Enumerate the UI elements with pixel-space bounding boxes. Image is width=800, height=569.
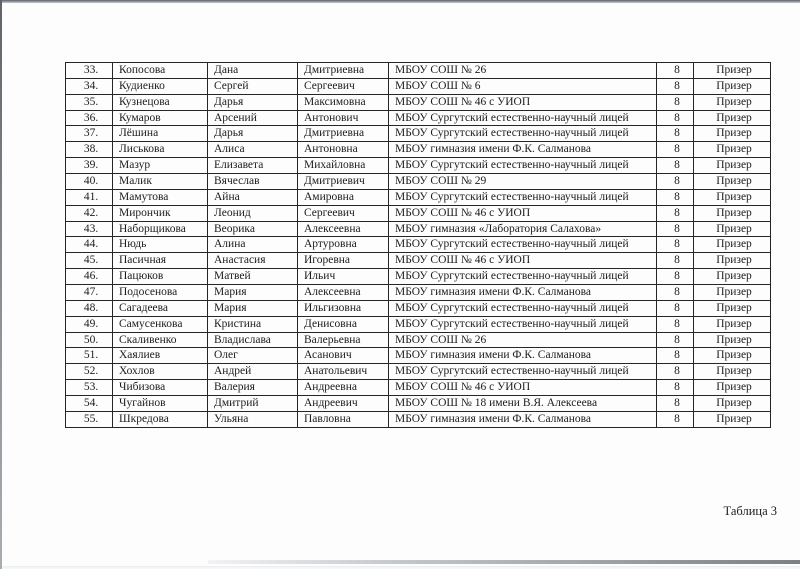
cell-status: Призер	[694, 364, 771, 380]
scan-shadow-bottom	[208, 560, 800, 564]
cell-status: Призер	[694, 332, 771, 348]
cell-school: МБОУ Сургутский естественно-научный лицей	[389, 158, 657, 174]
table-row	[66, 300, 771, 316]
table-row	[66, 380, 771, 396]
cell-status: Призер	[694, 285, 771, 301]
cell-surname: Чибизова	[113, 380, 208, 396]
cell-grade: 8	[657, 221, 694, 237]
cell-row-number: 33.	[66, 63, 113, 79]
cell-grade: 8	[657, 142, 694, 158]
cell-school: МБОУ СОШ № 26	[389, 332, 657, 348]
cell-patronymic: Антоновна	[298, 142, 389, 158]
cell-surname: Самусенкова	[113, 316, 208, 332]
cell-patronymic: Денисовна	[298, 316, 389, 332]
table-row	[66, 316, 771, 332]
cell-patronymic: Андреевна	[298, 380, 389, 396]
cell-school: МБОУ гимназия имени Ф.К. Салманова	[389, 411, 657, 427]
cell-surname: Наборщикова	[113, 221, 208, 237]
cell-school: МБОУ Сургутский естественно-научный лицей	[389, 364, 657, 380]
cell-grade: 8	[657, 269, 694, 285]
cell-surname: Мирончик	[113, 205, 208, 221]
cell-status: Призер	[694, 205, 771, 221]
cell-patronymic: Амировна	[298, 189, 389, 205]
table-row	[66, 237, 771, 253]
cell-row-number: 51.	[66, 348, 113, 364]
table-row	[66, 78, 771, 94]
table-row	[66, 348, 771, 364]
table-row	[66, 158, 771, 174]
cell-status: Призер	[694, 221, 771, 237]
cell-status: Призер	[694, 63, 771, 79]
cell-patronymic: Анатольевич	[298, 364, 389, 380]
cell-row-number: 49.	[66, 316, 113, 332]
cell-row-number: 37.	[66, 126, 113, 142]
cell-grade: 8	[657, 110, 694, 126]
cell-school: МБОУ Сургутский естественно-научный лицей	[389, 189, 657, 205]
cell-school: МБОУ гимназия имени Ф.К. Салманова	[389, 285, 657, 301]
cell-surname: Шкредова	[113, 411, 208, 427]
table-row	[66, 332, 771, 348]
cell-status: Призер	[694, 300, 771, 316]
cell-grade: 8	[657, 205, 694, 221]
cell-school: МБОУ гимназия имени Ф.К. Салманова	[389, 348, 657, 364]
table-row	[66, 189, 771, 205]
cell-row-number: 52.	[66, 364, 113, 380]
cell-school: МБОУ гимназия «Лаборатория Салахова»	[389, 221, 657, 237]
cell-surname: Подосенова	[113, 285, 208, 301]
cell-first-name: Мария	[208, 300, 298, 316]
cell-row-number: 34.	[66, 78, 113, 94]
cell-grade: 8	[657, 63, 694, 79]
cell-grade: 8	[657, 253, 694, 269]
cell-row-number: 50.	[66, 332, 113, 348]
cell-patronymic: Ильгизовна	[298, 300, 389, 316]
cell-row-number: 36.	[66, 110, 113, 126]
cell-status: Призер	[694, 316, 771, 332]
cell-patronymic: Дмитриевна	[298, 63, 389, 79]
cell-grade: 8	[657, 189, 694, 205]
cell-surname: Мазур	[113, 158, 208, 174]
table-row	[66, 94, 771, 110]
cell-patronymic: Ильич	[298, 269, 389, 285]
cell-patronymic: Артуровна	[298, 237, 389, 253]
cell-surname: Кудиенко	[113, 78, 208, 94]
cell-row-number: 45.	[66, 253, 113, 269]
cell-status: Призер	[694, 189, 771, 205]
cell-patronymic: Игоревна	[298, 253, 389, 269]
cell-row-number: 41.	[66, 189, 113, 205]
cell-grade: 8	[657, 364, 694, 380]
cell-row-number: 46.	[66, 269, 113, 285]
cell-row-number: 55.	[66, 411, 113, 427]
cell-status: Призер	[694, 126, 771, 142]
cell-first-name: Вячеслав	[208, 174, 298, 190]
cell-school: МБОУ Сургутский естественно-научный лицей	[389, 316, 657, 332]
table-row	[66, 411, 771, 427]
table-row	[66, 253, 771, 269]
table-row	[66, 174, 771, 190]
cell-surname: Малик	[113, 174, 208, 190]
cell-status: Призер	[694, 142, 771, 158]
scan-edge-left	[0, 0, 2, 569]
cell-row-number: 48.	[66, 300, 113, 316]
cell-school: МБОУ Сургутский естественно-научный лицей	[389, 110, 657, 126]
cell-patronymic: Дмитриевич	[298, 174, 389, 190]
cell-surname: Хохлов	[113, 364, 208, 380]
cell-grade: 8	[657, 78, 694, 94]
table-body	[66, 63, 771, 428]
cell-patronymic: Сергеевич	[298, 205, 389, 221]
cell-first-name: Кристина	[208, 316, 298, 332]
cell-status: Призер	[694, 94, 771, 110]
cell-first-name: Владислава	[208, 332, 298, 348]
cell-first-name: Дарья	[208, 94, 298, 110]
cell-surname: Чугайнов	[113, 396, 208, 412]
cell-status: Призер	[694, 237, 771, 253]
cell-school: МБОУ СОШ № 46 с УИОП	[389, 205, 657, 221]
cell-status: Призер	[694, 174, 771, 190]
cell-first-name: Леонид	[208, 205, 298, 221]
cell-status: Призер	[694, 78, 771, 94]
cell-patronymic: Сергеевич	[298, 78, 389, 94]
cell-grade: 8	[657, 126, 694, 142]
cell-first-name: Валерия	[208, 380, 298, 396]
scan-edge-top	[0, 0, 800, 3]
cell-first-name: Дмитрий	[208, 396, 298, 412]
cell-surname: Пацюков	[113, 269, 208, 285]
cell-school: МБОУ гимназия имени Ф.К. Салманова	[389, 142, 657, 158]
cell-grade: 8	[657, 300, 694, 316]
table-row	[66, 269, 771, 285]
cell-status: Призер	[694, 411, 771, 427]
cell-first-name: Андрей	[208, 364, 298, 380]
cell-surname: Кумаров	[113, 110, 208, 126]
cell-patronymic: Валерьевна	[298, 332, 389, 348]
cell-grade: 8	[657, 158, 694, 174]
cell-row-number: 42.	[66, 205, 113, 221]
cell-first-name: Матвей	[208, 269, 298, 285]
cell-school: МБОУ СОШ № 46 с УИОП	[389, 253, 657, 269]
table-row	[66, 63, 771, 79]
cell-school: МБОУ Сургутский естественно-научный лицей	[389, 300, 657, 316]
cell-status: Призер	[694, 348, 771, 364]
table-row	[66, 126, 771, 142]
cell-school: МБОУ СОШ № 18 имени В.Я. Алексеева	[389, 396, 657, 412]
table-row	[66, 110, 771, 126]
cell-first-name: Арсений	[208, 110, 298, 126]
cell-status: Призер	[694, 380, 771, 396]
cell-first-name: Анастасия	[208, 253, 298, 269]
cell-first-name: Сергей	[208, 78, 298, 94]
cell-grade: 8	[657, 94, 694, 110]
cell-grade: 8	[657, 237, 694, 253]
cell-first-name: Елизавета	[208, 158, 298, 174]
cell-grade: 8	[657, 396, 694, 412]
cell-row-number: 38.	[66, 142, 113, 158]
cell-row-number: 39.	[66, 158, 113, 174]
cell-patronymic: Алексеевна	[298, 221, 389, 237]
cell-patronymic: Павловна	[298, 411, 389, 427]
cell-status: Призер	[694, 158, 771, 174]
cell-school: МБОУ СОШ № 46 с УИОП	[389, 94, 657, 110]
cell-school: МБОУ СОШ № 26	[389, 63, 657, 79]
cell-row-number: 40.	[66, 174, 113, 190]
cell-patronymic: Антонович	[298, 110, 389, 126]
table-caption: Таблица 3	[723, 504, 777, 518]
cell-first-name: Алиса	[208, 142, 298, 158]
cell-status: Призер	[694, 253, 771, 269]
table-row	[66, 364, 771, 380]
cell-school: МБОУ Сургутский естественно-научный лицей	[389, 237, 657, 253]
cell-grade: 8	[657, 380, 694, 396]
cell-patronymic: Михайловна	[298, 158, 389, 174]
cell-first-name: Веорика	[208, 221, 298, 237]
table-row	[66, 221, 771, 237]
cell-grade: 8	[657, 411, 694, 427]
cell-patronymic: Асанович	[298, 348, 389, 364]
table-row	[66, 285, 771, 301]
cell-first-name: Дарья	[208, 126, 298, 142]
cell-row-number: 43.	[66, 221, 113, 237]
cell-status: Призер	[694, 396, 771, 412]
cell-row-number: 47.	[66, 285, 113, 301]
cell-status: Призер	[694, 269, 771, 285]
cell-row-number: 54.	[66, 396, 113, 412]
table-row	[66, 142, 771, 158]
table-row	[66, 205, 771, 221]
cell-surname: Скаливенко	[113, 332, 208, 348]
cell-school: МБОУ СОШ № 29	[389, 174, 657, 190]
cell-surname: Пасичная	[113, 253, 208, 269]
cell-grade: 8	[657, 332, 694, 348]
cell-patronymic: Андреевич	[298, 396, 389, 412]
cell-surname: Копосова	[113, 63, 208, 79]
cell-patronymic: Максимовна	[298, 94, 389, 110]
cell-surname: Лиськова	[113, 142, 208, 158]
cell-row-number: 44.	[66, 237, 113, 253]
olympiad-results-table	[65, 62, 771, 428]
cell-row-number: 53.	[66, 380, 113, 396]
table-row	[66, 396, 771, 412]
cell-grade: 8	[657, 285, 694, 301]
cell-first-name: Айна	[208, 189, 298, 205]
cell-row-number: 35.	[66, 94, 113, 110]
cell-surname: Нюдь	[113, 237, 208, 253]
cell-surname: Лёшина	[113, 126, 208, 142]
cell-school: МБОУ Сургутский естественно-научный лицей	[389, 269, 657, 285]
cell-patronymic: Алексеевна	[298, 285, 389, 301]
cell-patronymic: Дмитриевна	[298, 126, 389, 142]
cell-first-name: Дана	[208, 63, 298, 79]
cell-first-name: Мария	[208, 285, 298, 301]
cell-school: МБОУ СОШ № 6	[389, 78, 657, 94]
cell-surname: Кузнецова	[113, 94, 208, 110]
cell-surname: Хаялиев	[113, 348, 208, 364]
cell-surname: Сагадеева	[113, 300, 208, 316]
cell-school: МБОУ СОШ № 46 с УИОП	[389, 380, 657, 396]
cell-first-name: Алина	[208, 237, 298, 253]
cell-school: МБОУ Сургутский естественно-научный лицей	[389, 126, 657, 142]
cell-first-name: Олег	[208, 348, 298, 364]
cell-surname: Мамутова	[113, 189, 208, 205]
cell-grade: 8	[657, 316, 694, 332]
cell-grade: 8	[657, 348, 694, 364]
cell-grade: 8	[657, 174, 694, 190]
cell-first-name: Ульяна	[208, 411, 298, 427]
cell-status: Призер	[694, 110, 771, 126]
